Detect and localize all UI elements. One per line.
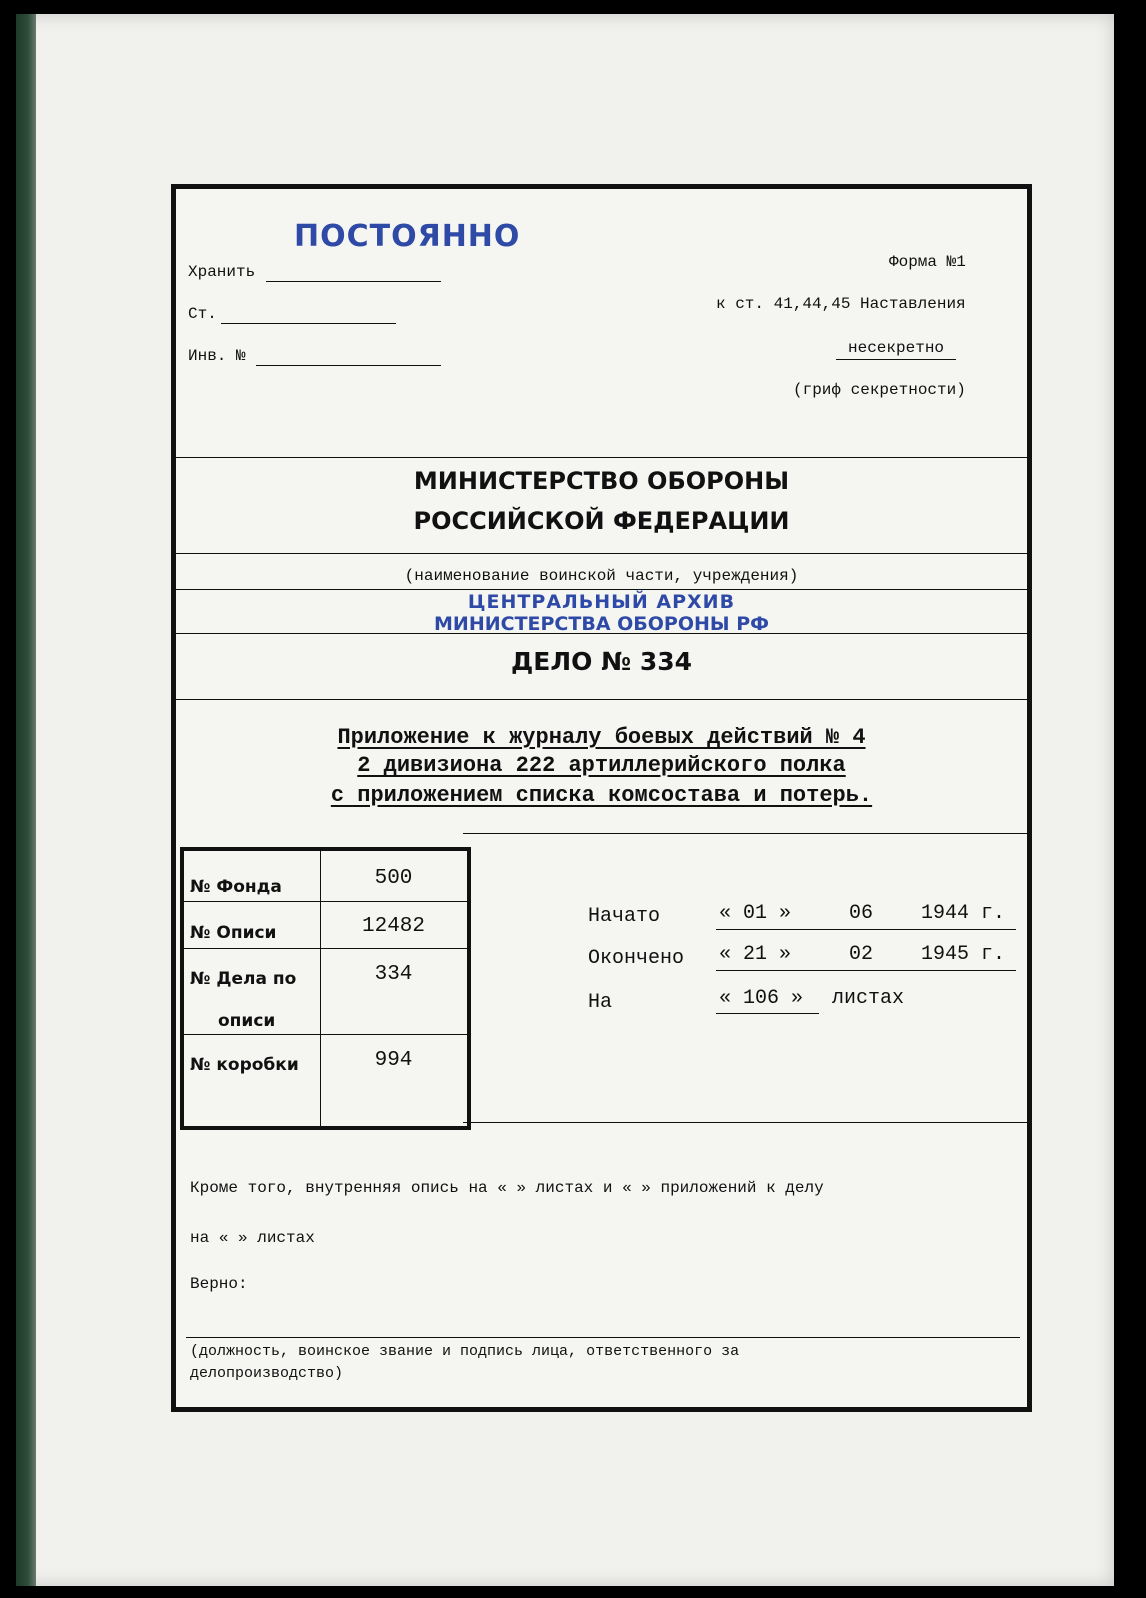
- ended-month: 02: [849, 943, 874, 966]
- footer-sheets-line: на « » листах: [190, 1229, 315, 1247]
- inv-line: [256, 365, 441, 366]
- binding-spine: [16, 14, 36, 1586]
- opis-value: 12482: [361, 915, 425, 938]
- case-title: ДЕЛО № 334: [510, 647, 693, 676]
- divider: [176, 699, 1027, 700]
- sheets-line: [716, 1013, 819, 1014]
- divider: [176, 553, 1027, 554]
- signature-line: [186, 1337, 1020, 1338]
- article-ref: к ст. 41,44,45 Наставления: [716, 295, 966, 313]
- started-label: Начато: [588, 905, 661, 928]
- table-row-divider: [184, 1034, 467, 1035]
- divider: [463, 833, 1027, 834]
- secrecy-value: несекретно: [848, 339, 945, 357]
- archive-stamp-line-1: ЦЕНТРАЛЬНЫЙ АРХИВ: [467, 591, 736, 613]
- document-sheet: [16, 14, 1114, 1586]
- divider: [176, 457, 1027, 458]
- sheets-label: На: [588, 991, 613, 1014]
- table-row-divider: [184, 948, 467, 949]
- unit-caption: (наименование воинской части, учреждения): [404, 567, 799, 585]
- position-caption-line-2: делопроизводство): [190, 1365, 344, 1382]
- inventory-line: Кроме того, внутренняя опись на « » листах и « » приложений к делу: [190, 1179, 824, 1197]
- box-value: 994: [374, 1049, 413, 1072]
- ended-label: Окончено: [588, 947, 685, 970]
- delo-label-line-2: описи: [218, 1011, 276, 1031]
- divider: [463, 1122, 1027, 1123]
- fond-label: № Фонда: [190, 877, 282, 897]
- khranit-line: [266, 281, 441, 282]
- started-line: [716, 929, 1016, 930]
- started-day: « 01 »: [719, 902, 792, 925]
- registry-table: [180, 847, 471, 1130]
- delo-label-line-1: № Дела по: [190, 969, 297, 989]
- case-description-line-2: 2 дивизиона 222 артиллерийского полка: [357, 753, 846, 778]
- verified-label: Верно:: [190, 1275, 248, 1293]
- archive-stamp-line-2: МИНИСТЕРСТВА ОБОРОНЫ РФ: [434, 613, 769, 635]
- secrecy-line: [836, 359, 956, 360]
- table-row-divider: [184, 901, 467, 902]
- case-cover-frame: [171, 184, 1032, 1412]
- ministry-line-1: МИНИСТЕРСТВО ОБОРОНЫ: [413, 467, 790, 495]
- box-label: № коробки: [190, 1055, 299, 1075]
- position-caption-line-1: (должность, воинское звание и подпись лица, ответственного за: [190, 1343, 740, 1360]
- opis-label: № Описи: [190, 923, 277, 943]
- ended-year: 1945 г.: [921, 943, 1006, 966]
- st-line: [221, 323, 396, 324]
- st-label: Ст.: [188, 305, 217, 323]
- inv-label: Инв. №: [188, 347, 246, 365]
- sheets-value: « 106 »: [719, 987, 804, 1010]
- form-label: Форма №1: [889, 253, 966, 271]
- divider: [176, 589, 1027, 590]
- permanent-stamp: ПОСТОЯННО: [294, 219, 521, 254]
- ended-line: [716, 970, 1016, 971]
- table-column-divider: [320, 851, 321, 1126]
- sheets-suffix: листах: [832, 987, 905, 1010]
- case-description-line-3: с приложением списка комсостава и потерь.: [330, 783, 873, 808]
- secrecy-caption: (гриф секретности): [793, 381, 966, 399]
- started-month: 06: [849, 902, 874, 925]
- case-description-line-1: Приложение к журналу боевых действий № 4: [337, 725, 866, 750]
- delo-value: 334: [374, 963, 413, 986]
- fond-value: 500: [374, 867, 413, 890]
- ministry-line-2: РОССИЙСКОЙ ФЕДЕРАЦИИ: [413, 507, 790, 535]
- khranit-label: Хранить: [188, 263, 256, 281]
- divider: [176, 633, 1027, 634]
- ended-day: « 21 »: [719, 943, 792, 966]
- started-year: 1944 г.: [921, 902, 1006, 925]
